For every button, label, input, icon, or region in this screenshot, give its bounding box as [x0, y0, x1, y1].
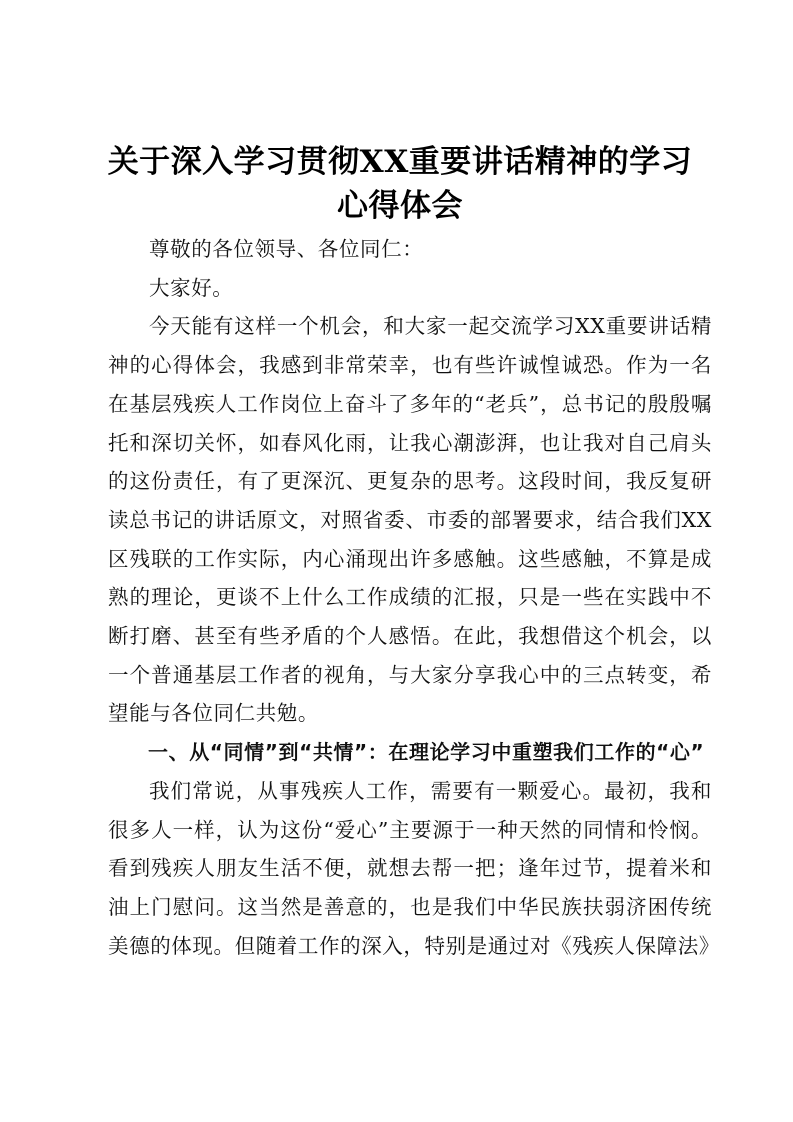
document-body	[108, 230, 720, 965]
document-title: 关于深入学习贯彻XX重要讲话精神的学习心得体会	[107, 144, 693, 224]
salutation: 尊敬的各位领导、各位同仁：	[149, 237, 424, 261]
section-paragraph: 我们常说，从事残疾人工作，需要有一颗爱心。最初，我和很多人一样，认为这份“爱心”主要源于一种天然的同情和怜悯。看到残疾人朋友生活不便，就想去帮一把；逢年过节，提着米和油上门慰问。这当然是善意的，也是我们中华民族扶弱济困传统美德的体现。但随着工作的深入，特别是通过对《残疾人保障法》	[108, 778, 720, 958]
greeting: 大家好。	[149, 275, 234, 300]
intro-paragraph: 今天能有这样一个机会，和大家一起交流学习XX重要讲话精神的心得体会，我感到非常荣幸，也有些许诚惶诚恐。作为一名在基层残疾人工作岗位上奋斗了多年的“老兵”，总书记的殷殷嘱托和深切关怀，如春风化雨，让我心潮澎湃，也让我对自己肩头的这份责任，有了更深沉、更复杂的思考。这段时间，我反复研读总书记的讲话原文，对照省委、市委的部署要求，结合我们XX区残联的工作实际，内心涌现出许多感触。这些感触，不算是成熟的理论，更谈不上什么工作成绩的汇报，只是一些在实践中不断打磨、甚至有些矛盾的个人感悟。在此，我想借这个机会，以一个普通基层工作者的视角，与大家分享我心中的三点转变，希望能与各位同仁共勉。	[108, 314, 712, 726]
section-heading: 一、从“同情”到“共情”：在理论学习中重塑我们工作的“心”	[148, 740, 705, 765]
